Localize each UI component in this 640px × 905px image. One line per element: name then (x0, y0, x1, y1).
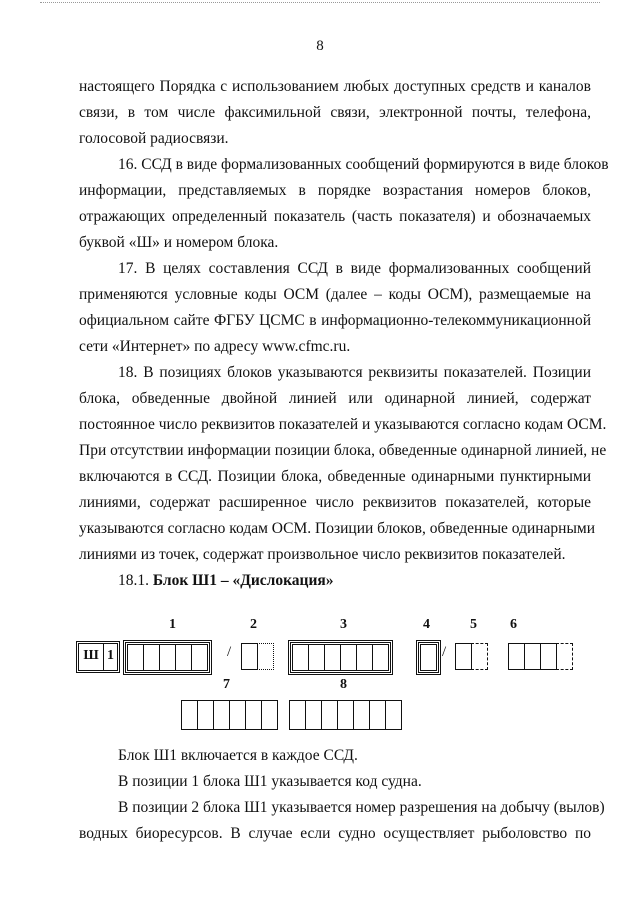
position-4-field (416, 640, 441, 675)
field-cell (356, 644, 373, 671)
block-prefix (76, 641, 120, 673)
separator-slash: / (227, 644, 232, 660)
field-cell (127, 644, 144, 671)
position-label: 5 (470, 617, 477, 632)
text-line: отражающих определенный показатель (часть показателя) и обозначаемых (79, 208, 591, 225)
text-line: включаются в ССД. Позиции блока, обведенные одинарными пунктирными (79, 468, 591, 485)
field-cell (340, 644, 357, 671)
top-border (40, 2, 600, 3)
text-line: информации, представляемых в порядке возрастания номеров блоков, (79, 182, 591, 199)
text-line: сети «Интернет» по адресу www.cfmc.ru. (79, 338, 351, 355)
field-cell (241, 643, 258, 670)
text-line: Блок Ш1 включается в каждое ССД. (118, 747, 358, 764)
field-cell (372, 644, 389, 671)
text-line: блока, обведенные двойной линией или одинарной линией, содержат (79, 390, 591, 407)
text-line: связи, в том числе факсимильной связи, электронной почты, телефона, (79, 104, 591, 121)
field-cell (471, 643, 488, 670)
block-prefix-digit: 1 (107, 648, 115, 663)
position-1-field (123, 640, 212, 675)
field-cell (159, 644, 176, 671)
field-cell (455, 643, 472, 670)
field-cell (245, 700, 262, 730)
section-number: 18.1. (118, 572, 149, 589)
block-prefix-letter: Ш (79, 644, 104, 670)
text-line: применяются условные коды ОСМ (далее – коды ОСМ), размещаемые на (79, 286, 591, 303)
position-label: 4 (423, 617, 430, 632)
text-line: линиями из точек, содержат произвольное число реквизитов показателей. (79, 546, 566, 563)
position-label: 8 (340, 677, 347, 692)
position-7-field (181, 700, 278, 730)
position-label: 1 (169, 617, 176, 632)
text-line: В позиции 2 блока Ш1 указывается номер разрешения на добычу (вылов) (118, 799, 605, 816)
position-8-field (289, 700, 402, 730)
field-cell (308, 644, 325, 671)
page-number: 8 (316, 38, 324, 54)
field-cell (420, 644, 437, 671)
field-cell (305, 700, 322, 730)
field-cell (508, 643, 525, 670)
text-line: водных биоресурсов. В случае если судно осуществляет рыболовство по (79, 825, 591, 842)
field-cell (556, 643, 573, 670)
field-cell (337, 700, 354, 730)
text-line: В позиции 1 блока Ш1 указывается код судна. (118, 773, 422, 790)
position-5-field (455, 643, 488, 670)
field-cell (143, 644, 160, 671)
field-cell (540, 643, 557, 670)
text-line: голосовой радиосвязи. (79, 130, 229, 147)
position-label: 7 (223, 677, 230, 692)
field-cell (175, 644, 192, 671)
position-6-field (508, 643, 573, 670)
field-cell (197, 700, 214, 730)
text-line: При отсутствии информации позиции блока, обведенные одинарной линией, не (79, 442, 607, 459)
field-cell (213, 700, 230, 730)
field-cell (369, 700, 386, 730)
field-cell (324, 644, 341, 671)
text-line: 16. ССД в виде формализованных сообщений формируются в виде блоков (118, 156, 609, 173)
field-cell (181, 700, 198, 730)
text-line: постоянное число реквизитов показателей и указываются согласно кодам ОСМ. (79, 416, 607, 433)
field-cell (257, 643, 274, 670)
text-line: настоящего Порядка с использованием любых доступных средств и каналов (79, 78, 591, 95)
field-cell (261, 700, 278, 730)
text-line: линиями, содержат расширенное число реквизитов показателей, которые (79, 494, 591, 511)
text-line: 18. В позициях блоков указываются реквизиты показателей. Позиции (118, 364, 591, 381)
field-cell (289, 700, 306, 730)
field-cell (321, 700, 338, 730)
text-line: официальном сайте ФГБУ ЦСМС в информационно-телекоммуникационной (79, 312, 591, 329)
position-label: 2 (250, 617, 257, 632)
field-cell (292, 644, 309, 671)
field-cell (385, 700, 402, 730)
section-heading (118, 572, 591, 590)
field-cell (524, 643, 541, 670)
text-line: 17. В целях составления ССД в виде формализованных сообщений (118, 260, 591, 277)
field-cell (191, 644, 208, 671)
field-cell (229, 700, 246, 730)
position-3-field (288, 640, 393, 675)
field-cell (353, 700, 370, 730)
position-label: 3 (340, 617, 347, 632)
text-line: указываются согласно кодам ОСМ. Позиции блоков, обведенные одинарными (79, 520, 595, 537)
section-title: Блок Ш1 – «Дислокация» (152, 572, 334, 589)
separator-slash: / (442, 644, 447, 660)
position-2-field (241, 643, 274, 670)
text-line: буквой «Ш» и номером блока. (79, 234, 279, 251)
position-label: 6 (510, 617, 517, 632)
